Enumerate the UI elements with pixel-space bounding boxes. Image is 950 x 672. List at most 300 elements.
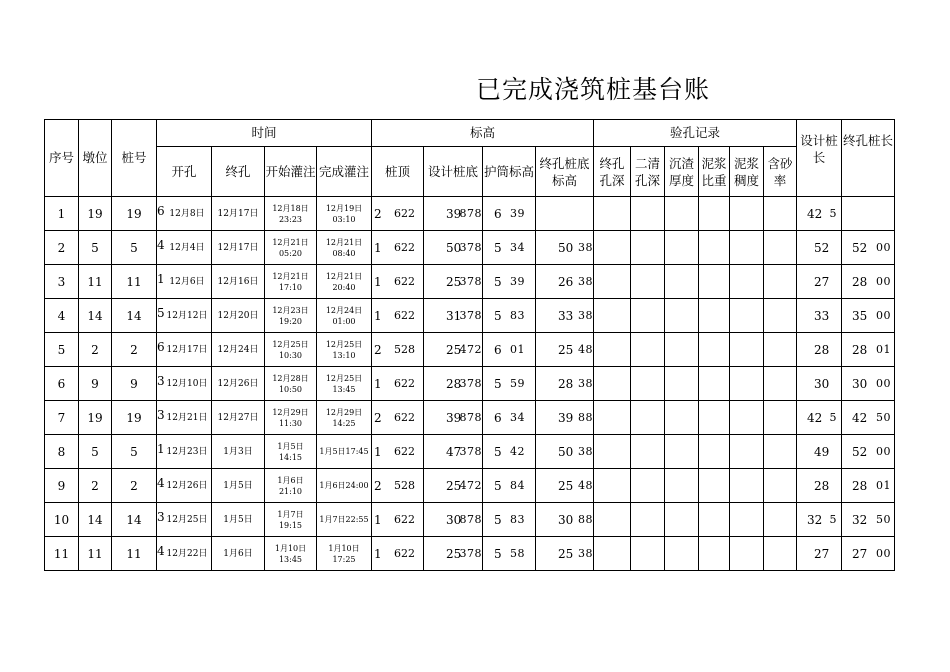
cell-start-lead: 6 [157, 339, 165, 354]
pile-top-b: 622 [394, 240, 415, 254]
final-bottom-a: 28 [558, 376, 574, 391]
design-length-b: 5 [829, 410, 837, 424]
cell-design-length [797, 503, 842, 537]
pour-start-line: 05:20 [278, 248, 303, 258]
casing-b: 83 [510, 512, 525, 526]
cell-mud-viscosity [730, 333, 764, 367]
cell-sand-content [764, 537, 797, 571]
cell-end-hole: 12月26日 [212, 367, 265, 401]
cell-start-date: 12月17日 [166, 344, 208, 355]
cell-mud-viscosity [730, 435, 764, 469]
casing-b: 59 [510, 376, 525, 390]
header-start-hole: 开孔 [157, 147, 212, 197]
cell-second-clean-depth [631, 503, 665, 537]
cell-final-length [842, 197, 895, 231]
cell-sand-content [764, 367, 797, 401]
cell-start-date: 12月10日 [166, 378, 208, 389]
pour-end-line: 20:40 [332, 282, 356, 292]
design-length-b: 5 [829, 206, 837, 220]
cell-mud-density [699, 537, 730, 571]
cell-seq: 1 [45, 197, 79, 231]
design-length-a: 52 [814, 240, 830, 255]
table-row [45, 231, 895, 265]
casing-a: 5 [494, 478, 502, 493]
cell-end-hole: 12月24日 [212, 333, 265, 367]
cell-second-clean-depth [631, 435, 665, 469]
cell-end-hole: 12月20日 [212, 299, 265, 333]
pile-top-a: 1 [374, 546, 382, 561]
cell-final-length [842, 265, 895, 299]
cell-mud-density [699, 333, 730, 367]
design-length-a: 42 [807, 206, 823, 221]
cell-design-length [797, 265, 842, 299]
cell-final-bottom-elevation [536, 503, 594, 537]
header-second-clean-depth: 二清孔深 [631, 147, 665, 197]
cell-second-clean-depth [631, 401, 665, 435]
design-length-a: 28 [814, 342, 830, 357]
casing-a: 5 [494, 546, 502, 561]
pour-end-line: 03:10 [332, 214, 356, 224]
design-bottom-a: 25 [446, 274, 462, 289]
pile-top-a: 1 [374, 274, 382, 289]
table-row [45, 401, 895, 435]
cell-start-hole [157, 333, 212, 367]
final-length-a: 27 [852, 546, 868, 561]
cell-mud-density [699, 469, 730, 503]
cell-design-length [797, 367, 842, 401]
cell-design-length [797, 197, 842, 231]
design-bottom-a: 28 [446, 376, 462, 391]
cell-casing-elevation [483, 265, 536, 299]
cell-pile: 14 [112, 503, 157, 537]
cell-start-date: 12月26日 [166, 480, 208, 491]
header-pour-end: 完成灌注 [317, 147, 372, 197]
cell-sand-content [764, 265, 797, 299]
pour-start-line: 1月7日 [277, 509, 304, 519]
design-bottom-b: 472 [459, 342, 482, 356]
pour-end-line: 12月24日 [325, 305, 363, 315]
design-length-a: 30 [814, 376, 830, 391]
casing-b: 01 [510, 342, 525, 356]
pour-start-line: 1月6日 [277, 475, 304, 485]
cell-casing-elevation [483, 537, 536, 571]
cell-casing-elevation [483, 231, 536, 265]
cell-design-length [797, 469, 842, 503]
pour-end-line: 12月21日 [325, 271, 363, 281]
pile-top-b: 622 [394, 546, 415, 560]
pour-end-line: 13:45 [332, 384, 356, 394]
cell-pile-top [372, 299, 424, 333]
cell-sediment-thickness [665, 537, 699, 571]
pile-top-a: 1 [374, 444, 382, 459]
casing-b: 34 [510, 410, 525, 424]
cell-pour-end [317, 231, 372, 265]
cell-mud-density [699, 299, 730, 333]
final-bottom-b: 38 [578, 546, 593, 560]
cell-pour-start [265, 401, 317, 435]
cell-end-hole: 12月17日 [212, 231, 265, 265]
cell-start-lead: 1 [157, 441, 165, 456]
cell-design-length [797, 435, 842, 469]
cell-start-date: 12月21日 [166, 412, 208, 423]
casing-a: 6 [494, 342, 502, 357]
cell-pour-end [317, 197, 372, 231]
cell-design-bottom [424, 333, 483, 367]
final-bottom-a: 39 [558, 410, 574, 425]
design-bottom-a: 31 [446, 308, 462, 323]
final-bottom-a: 25 [558, 342, 574, 357]
cell-start-lead: 3 [157, 407, 165, 422]
cell-pier: 5 [79, 435, 112, 469]
final-length-b: 50 [876, 512, 891, 526]
cell-pour-start [265, 435, 317, 469]
cell-final-depth [594, 401, 631, 435]
cell-end-hole: 1月5日 [212, 469, 265, 503]
cell-start-date: 12月12日 [166, 310, 208, 321]
cell-start-hole [157, 435, 212, 469]
final-length-b: 00 [876, 376, 891, 390]
cell-final-depth [594, 537, 631, 571]
cell-pier: 5 [79, 231, 112, 265]
cell-final-bottom-elevation [536, 401, 594, 435]
design-bottom-b: 378 [459, 308, 482, 322]
cell-pier: 11 [79, 265, 112, 299]
design-bottom-a: 25 [446, 546, 462, 561]
final-length-b: 00 [876, 240, 891, 254]
cell-casing-elevation [483, 401, 536, 435]
cell-second-clean-depth [631, 333, 665, 367]
cell-design-bottom [424, 401, 483, 435]
pour-start-line: 13:45 [278, 554, 303, 564]
cell-pour-end [317, 367, 372, 401]
design-bottom-a: 25 [446, 342, 462, 357]
cell-final-depth [594, 197, 631, 231]
cell-mud-viscosity [730, 469, 764, 503]
cell-mud-viscosity [730, 401, 764, 435]
cell-start-date: 12月25日 [166, 514, 208, 525]
cell-sediment-thickness [665, 333, 699, 367]
design-bottom-a: 50 [446, 240, 462, 255]
cell-mud-viscosity [730, 503, 764, 537]
cell-pour-start [265, 367, 317, 401]
cell-seq: 6 [45, 367, 79, 401]
cell-pier: 19 [79, 401, 112, 435]
cell-start-hole [157, 231, 212, 265]
cell-final-depth [594, 367, 631, 401]
design-length-a: 32 [807, 512, 823, 527]
pour-start-line: 19:15 [278, 520, 303, 530]
cell-mud-viscosity [730, 231, 764, 265]
cell-pile: 19 [112, 401, 157, 435]
page-title: 已完成浇筑桩基台账 [476, 75, 711, 104]
design-bottom-b: 472 [459, 478, 482, 492]
cell-pour-end [317, 537, 372, 571]
pile-top-b: 622 [394, 308, 415, 322]
final-length-b: 00 [876, 546, 891, 560]
cell-final-length [842, 469, 895, 503]
header-casing-elevation: 护筒标高 [483, 147, 536, 197]
final-length-a: 28 [852, 274, 868, 289]
final-length-a: 32 [852, 512, 868, 527]
header-end-hole: 终孔 [212, 147, 265, 197]
pour-start-line: 10:30 [278, 350, 303, 360]
cell-start-lead: 4 [157, 543, 165, 558]
casing-a: 5 [494, 308, 502, 323]
cell-design-length [797, 333, 842, 367]
final-length-a: 28 [852, 342, 868, 357]
cell-mud-viscosity [730, 367, 764, 401]
cell-second-clean-depth [631, 299, 665, 333]
cell-sediment-thickness [665, 367, 699, 401]
casing-b: 42 [510, 444, 525, 458]
cell-casing-elevation [483, 197, 536, 231]
casing-a: 5 [494, 512, 502, 527]
table-row [45, 265, 895, 299]
cell-final-bottom-elevation [536, 367, 594, 401]
design-bottom-a: 30 [446, 512, 462, 527]
header-mud-viscosity: 泥浆稠度 [730, 147, 764, 197]
cell-casing-elevation [483, 435, 536, 469]
cell-pier: 2 [79, 333, 112, 367]
cell-seq: 8 [45, 435, 79, 469]
final-bottom-a: 25 [558, 546, 574, 561]
cell-pile-top [372, 265, 424, 299]
header-design-length: 设计桩长 [797, 120, 842, 197]
pour-end-line: 12月21日 [325, 237, 363, 247]
pile-top-b: 528 [394, 342, 415, 356]
cell-casing-elevation [483, 299, 536, 333]
pour-end-line: 1月6日24:00 [319, 481, 369, 490]
header-pile-top: 桩顶 [372, 147, 424, 197]
casing-a: 5 [494, 240, 502, 255]
cell-sediment-thickness [665, 299, 699, 333]
cell-pile: 2 [112, 333, 157, 367]
header-design-bottom: 设计桩底 [424, 147, 483, 197]
cell-design-bottom [424, 537, 483, 571]
cell-final-depth [594, 265, 631, 299]
cell-pier: 14 [79, 503, 112, 537]
pile-top-b: 622 [394, 206, 415, 220]
final-bottom-b: 38 [578, 240, 593, 254]
cell-mud-viscosity [730, 537, 764, 571]
cell-mud-density [699, 265, 730, 299]
cell-pile-top [372, 537, 424, 571]
cell-mud-viscosity [730, 197, 764, 231]
cell-pour-start [265, 299, 317, 333]
cell-final-bottom-elevation [536, 197, 594, 231]
cell-sediment-thickness [665, 231, 699, 265]
cell-final-bottom-elevation [536, 299, 594, 333]
cell-pile: 5 [112, 231, 157, 265]
cell-design-bottom [424, 299, 483, 333]
cell-pile-top [372, 197, 424, 231]
cell-mud-density [699, 435, 730, 469]
cell-final-bottom-elevation [536, 265, 594, 299]
pour-end-line: 12月25日 [325, 339, 363, 349]
cell-start-lead: 6 [157, 203, 165, 218]
table-row [45, 435, 895, 469]
final-bottom-a: 50 [558, 240, 574, 255]
final-length-a: 30 [852, 376, 868, 391]
final-length-b: 00 [876, 274, 891, 288]
cell-start-hole [157, 401, 212, 435]
cell-design-bottom [424, 197, 483, 231]
cell-final-bottom-elevation [536, 333, 594, 367]
final-bottom-b: 88 [578, 410, 593, 424]
pour-start-line: 23:23 [278, 214, 303, 224]
cell-mud-viscosity [730, 299, 764, 333]
table-row [45, 367, 895, 401]
cell-design-bottom [424, 231, 483, 265]
cell-pile-top [372, 231, 424, 265]
final-bottom-a: 50 [558, 444, 574, 459]
cell-pour-start [265, 265, 317, 299]
pour-end-line: 1月10日 [328, 543, 360, 553]
casing-a: 6 [494, 206, 502, 221]
pour-start-line: 10:50 [278, 384, 303, 394]
final-length-a: 52 [852, 240, 868, 255]
cell-pile-top [372, 503, 424, 537]
pour-end-line: 12月25日 [325, 373, 363, 383]
cell-second-clean-depth [631, 367, 665, 401]
design-bottom-a: 47 [446, 444, 462, 459]
cell-design-bottom [424, 503, 483, 537]
cell-design-bottom [424, 469, 483, 503]
cell-design-length [797, 401, 842, 435]
cell-start-date: 12月23日 [166, 446, 208, 457]
header-final-length: 终孔桩长 [842, 120, 895, 197]
cell-pour-start [265, 469, 317, 503]
cell-final-bottom-elevation [536, 231, 594, 265]
cell-start-lead: 1 [157, 271, 165, 286]
cell-sand-content [764, 401, 797, 435]
pour-end-line: 14:25 [332, 418, 356, 428]
cell-start-hole [157, 469, 212, 503]
cell-start-date: 12月22日 [166, 548, 208, 559]
table-row [45, 537, 895, 571]
cell-start-hole [157, 537, 212, 571]
cell-final-depth [594, 435, 631, 469]
cell-pile: 11 [112, 265, 157, 299]
cell-start-hole [157, 503, 212, 537]
header-final-bottom-elevation: 终孔桩底标高 [536, 147, 594, 197]
pile-top-a: 2 [374, 478, 382, 493]
design-bottom-b: 378 [459, 240, 482, 254]
final-bottom-a: 30 [558, 512, 574, 527]
cell-pile: 5 [112, 435, 157, 469]
cell-sediment-thickness [665, 503, 699, 537]
final-bottom-b: 38 [578, 274, 593, 288]
pour-start-line: 1月10日 [274, 543, 307, 553]
table-row [45, 333, 895, 367]
pour-start-line: 11:30 [278, 418, 303, 428]
header-time: 时间 [157, 120, 372, 147]
cell-sediment-thickness [665, 265, 699, 299]
pour-end-line: 1月7日22:55 [319, 515, 369, 524]
cell-start-lead: 4 [157, 475, 165, 490]
pour-start-line: 12月23日 [272, 305, 309, 315]
cell-pour-end [317, 401, 372, 435]
cell-start-lead: 5 [157, 305, 165, 320]
cell-pile: 19 [112, 197, 157, 231]
pour-end-line: 12月29日 [325, 407, 363, 417]
cell-design-length [797, 537, 842, 571]
cell-start-date: 12月4日 [169, 242, 205, 253]
final-length-a: 52 [852, 444, 868, 459]
cell-seq: 4 [45, 299, 79, 333]
design-bottom-b: 378 [459, 546, 482, 560]
casing-a: 5 [494, 376, 502, 391]
cell-start-lead: 3 [157, 509, 165, 524]
header-pile: 桩号 [112, 120, 157, 197]
cell-casing-elevation [483, 469, 536, 503]
pour-start-line: 12月18日 [272, 203, 309, 213]
header-sediment-thickness: 沉渣厚度 [665, 147, 699, 197]
cell-seq: 9 [45, 469, 79, 503]
cell-pier: 9 [79, 367, 112, 401]
cell-seq: 5 [45, 333, 79, 367]
cell-mud-density [699, 401, 730, 435]
casing-b: 84 [510, 478, 525, 492]
pile-ledger-table [44, 119, 895, 571]
pour-end-line: 1月5日17:45 [319, 447, 369, 456]
final-length-a: 35 [852, 308, 868, 323]
pour-start-line: 21:10 [278, 486, 303, 496]
cell-pile: 11 [112, 537, 157, 571]
pile-top-b: 622 [394, 410, 415, 424]
design-length-b: 5 [829, 512, 837, 526]
design-length-a: 42 [807, 410, 823, 425]
design-bottom-a: 25 [446, 478, 462, 493]
cell-start-hole [157, 367, 212, 401]
casing-b: 83 [510, 308, 525, 322]
cell-seq: 2 [45, 231, 79, 265]
cell-pile-top [372, 469, 424, 503]
cell-design-length [797, 299, 842, 333]
pour-start-line: 14:15 [278, 452, 303, 462]
design-bottom-b: 878 [459, 206, 482, 220]
cell-sand-content [764, 469, 797, 503]
pour-end-line: 17:25 [332, 554, 356, 564]
design-bottom-b: 878 [459, 410, 482, 424]
cell-sediment-thickness [665, 197, 699, 231]
header-pour-start: 开始灌注 [265, 147, 317, 197]
cell-pile: 9 [112, 367, 157, 401]
cell-pour-start [265, 503, 317, 537]
pile-top-a: 2 [374, 410, 382, 425]
casing-b: 39 [510, 206, 525, 220]
cell-end-hole: 1月3日 [212, 435, 265, 469]
cell-pour-end [317, 265, 372, 299]
header-seq: 序号 [45, 120, 79, 197]
pour-start-line: 12月25日 [272, 339, 309, 349]
cell-seq: 11 [45, 537, 79, 571]
cell-end-hole: 12月27日 [212, 401, 265, 435]
header-final-depth: 终孔孔深 [594, 147, 631, 197]
pile-top-a: 2 [374, 206, 382, 221]
cell-final-bottom-elevation [536, 469, 594, 503]
cell-pour-end [317, 333, 372, 367]
design-length-a: 27 [814, 546, 830, 561]
pour-start-line: 1月5日 [277, 441, 304, 451]
casing-b: 39 [510, 274, 525, 288]
final-bottom-b: 38 [578, 444, 593, 458]
pour-start-line: 12月28日 [272, 373, 309, 383]
pour-end-line: 01:00 [332, 316, 356, 326]
cell-mud-density [699, 503, 730, 537]
pile-top-a: 1 [374, 376, 382, 391]
casing-a: 5 [494, 274, 502, 289]
